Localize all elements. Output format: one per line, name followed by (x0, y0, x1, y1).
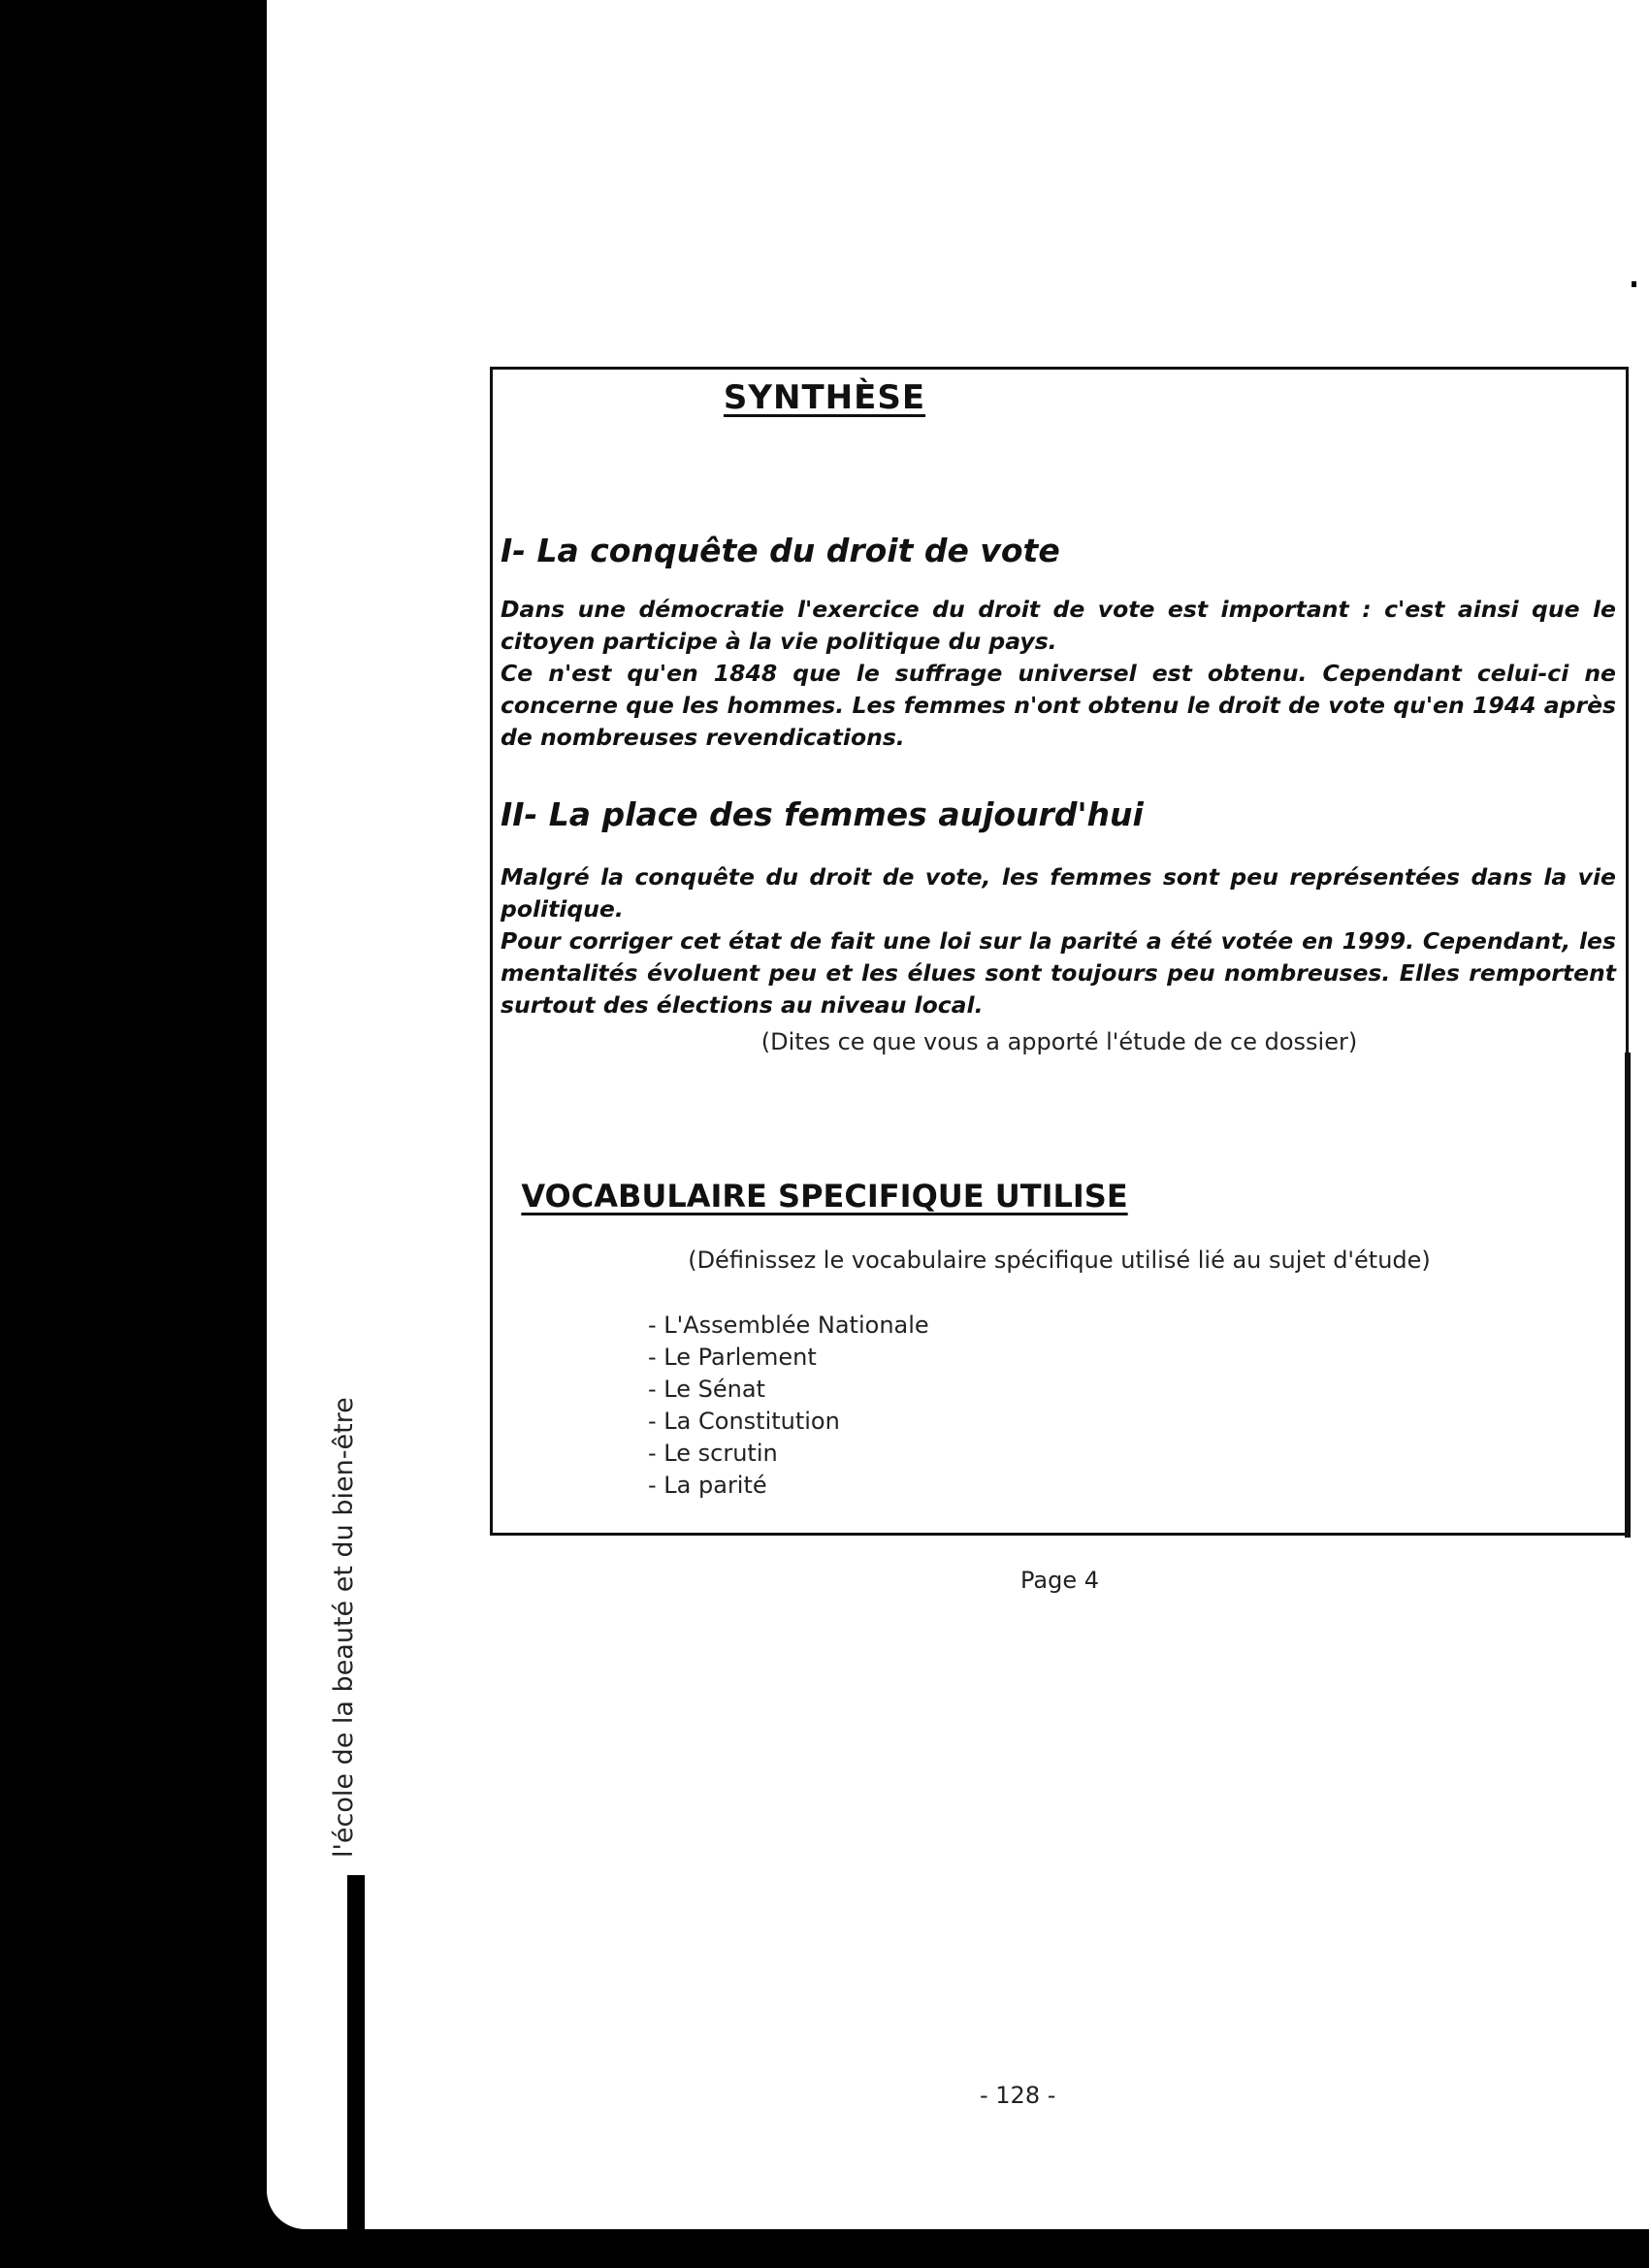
synthese-instruction: (Dites ce que vous a apporté l'étude de ce dossier) (760, 1028, 1358, 1055)
scan-mark (1632, 281, 1636, 287)
section2-text (501, 861, 1616, 1021)
vocabulary-item: - La parité (648, 1472, 767, 1499)
section2-paragraph2: Pour corriger cet état de fait une loi sur la parité a été votée en 1999. Cependant, les mentalités évoluent peu et les élues sont toujours peu nombreuses. Elles remportent surtout des élections au niveau local. (501, 927, 1616, 1019)
vocabulaire-title: VOCABULAIRE SPECIFIQUE UTILISE (521, 1178, 1128, 1215)
page-number: - 128 - (980, 2082, 1056, 2109)
section1-heading: I- La conquête du droit de vote (501, 532, 1060, 569)
section1-text (501, 594, 1616, 754)
vocabulary-item: - Le scrutin (648, 1440, 778, 1467)
page-label: Page 4 (1020, 1567, 1099, 1594)
side-bar (347, 1875, 365, 2229)
section2-paragraph1: Malgré la conquête du droit de vote, les femmes sont peu représentées dans la vie politique. (501, 863, 1616, 923)
box-border-shadow (1625, 1053, 1631, 1538)
vocabulary-item: - Le Sénat (648, 1376, 765, 1403)
vocabulary-item: - La Constitution (648, 1408, 840, 1435)
side-caption: l'école de la beauté et du bien-être (329, 1397, 359, 1858)
vocabulary-list (648, 1310, 929, 1502)
synthese-title: SYNTHÈSE (723, 378, 926, 417)
section1-paragraph2: Ce n'est qu'en 1848 que le suffrage universel est obtenu. Cependant celui-ci ne concerne que les hommes. Les femmes n'ont obtenu le droit de vote qu'en 1944 après de nombreuses revendications. (501, 660, 1616, 751)
vocabulary-item: - L'Assemblée Nationale (648, 1312, 929, 1339)
vocabulaire-instruction: (Définissez le vocabulaire spécifique utilisé lié au sujet d'étude) (688, 1247, 1431, 1274)
section2-heading: II- La place des femmes aujourd'hui (501, 795, 1144, 833)
vocabulary-item: - Le Parlement (648, 1344, 817, 1371)
section1-paragraph1: Dans une démocratie l'exercice du droit de vote est important : c'est ainsi que le citoyen participe à la vie politique du pays. (501, 596, 1616, 655)
